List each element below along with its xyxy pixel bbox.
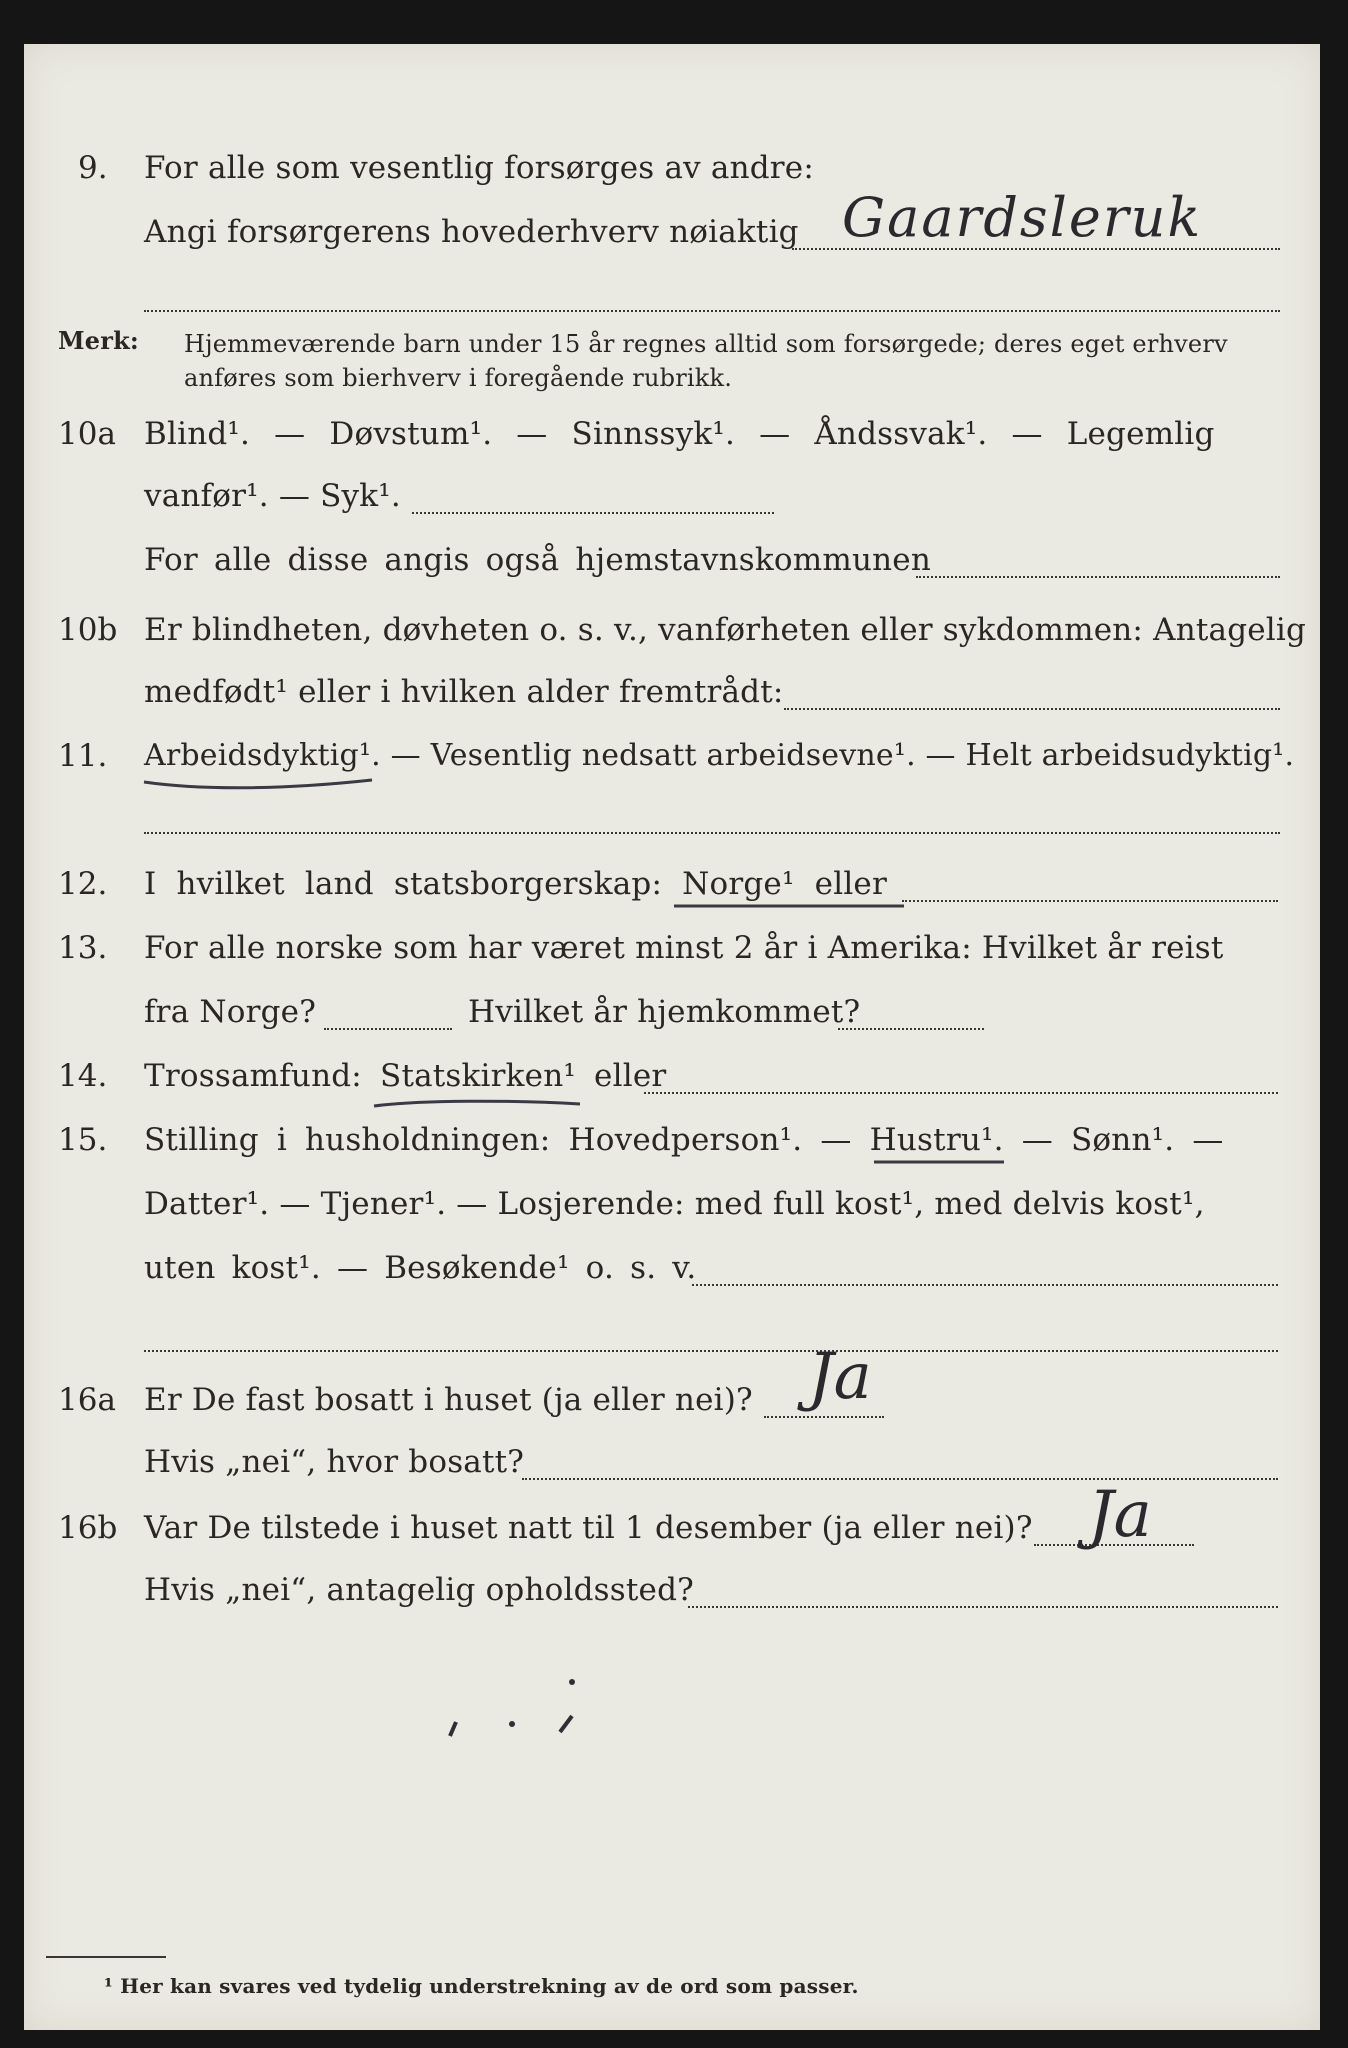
q16b-handwritten-answer: Ja (1088, 1478, 1152, 1552)
q11-underline-mark (140, 774, 380, 794)
footnote-rule (46, 1956, 166, 1958)
merk-line2: anføres som bierhverv i foregående rubrikk. (184, 364, 733, 392)
q15-underline-mark (870, 1156, 1010, 1170)
q16a-answer-line (764, 1416, 884, 1418)
q10a-line2: vanfør¹. — Syk¹. (144, 478, 401, 514)
q11-number: 11. (58, 738, 108, 774)
q9-handwritten-answer: Gaardsleruk (842, 186, 1203, 249)
q10a-syk-line (412, 512, 774, 514)
q13-line2a: fra Norge? (144, 994, 317, 1030)
q15-line1: Stilling i husholdningen: Hovedperson¹. — Hustru¹. — Sønn¹. — (144, 1122, 1224, 1158)
q16a-handwritten-answer: Ja (808, 1340, 872, 1414)
q12-answer-line (902, 900, 1278, 902)
q13-line2b: Hvilket år hjemkommet? (468, 994, 861, 1030)
q9-number: 9. (78, 150, 108, 186)
q10b-line1: Er blindheten, døvheten o. s. v., vanførheten eller sykdommen: Antagelig (144, 612, 1307, 648)
q10b-line2: medfødt¹ eller i hvilken alder fremtrådt: (144, 674, 784, 710)
q13-reist-line (324, 1028, 452, 1030)
q16b-number: 16b (58, 1510, 118, 1546)
q16a-number: 16a (58, 1382, 116, 1418)
q15-answer-line (692, 1284, 1278, 1286)
q12-number: 12. (58, 866, 108, 902)
q14-line1: Trossamfund: Statskirken¹ eller (144, 1058, 667, 1094)
q11-line1: Arbeidsdyktig¹. — Vesentlig nedsatt arbeidsevne¹. — Helt arbeidsudyktig¹. (144, 738, 1295, 773)
q12-line1: I hvilket land statsborgerskap: Norge¹ eller (144, 866, 887, 902)
q9-line2: Angi forsørgerens hovederhverv nøiaktig (144, 214, 799, 250)
merk-line1: Hjemmeværende barn under 15 år regnes alltid som forsørgede; deres eget erhverv (184, 330, 1228, 358)
q10b-answer-line (784, 708, 1280, 710)
q16b-line1: Var De tilstede i huset natt til 1 desember (ja eller nei)? (144, 1510, 1033, 1546)
q13-line1: For alle norske som har været minst 2 år i Amerika: Hvilket år reist (144, 930, 1224, 966)
census-form-page (24, 44, 1320, 2030)
q14-underline-mark (370, 1096, 586, 1114)
q10b-number: 10b (58, 612, 118, 648)
q11-extra-line (144, 832, 1280, 834)
q13-number: 13. (58, 930, 108, 966)
footnote-text: ¹ Her kan svares ved tydelig understrekning av de ord som passer. (104, 1974, 859, 1998)
q10a-number: 10a (58, 416, 116, 452)
q12-underline-mark (670, 900, 910, 914)
q16a-line1: Er De fast bosatt i huset (ja eller nei)? (144, 1382, 753, 1418)
q9-line1: For alle som vesentlig forsørges av andre: (144, 150, 814, 186)
q13-hjemkommet-line (838, 1028, 984, 1030)
q16b-opholdssted-line (688, 1606, 1278, 1608)
q10a-line3: For alle disse angis også hjemstavnskommunen (144, 542, 931, 578)
stray-pen-marks (434, 1674, 614, 1754)
q14-number: 14. (58, 1058, 108, 1094)
q10a-kommune-line (916, 576, 1280, 578)
q16a-bosatt-line (522, 1478, 1278, 1480)
q15-number: 15. (58, 1122, 108, 1158)
q16a-line2: Hvis „nei“, hvor bosatt? (144, 1444, 525, 1480)
q9-extra-line (144, 310, 1280, 312)
merk-label: Merk: (58, 326, 139, 355)
q15-extra-line (144, 1350, 1278, 1352)
q16b-line2: Hvis „nei“, antagelig opholdssted? (144, 1572, 694, 1608)
q14-answer-line (644, 1092, 1278, 1094)
q15-line3: uten kost¹. — Besøkende¹ o. s. v. (144, 1250, 697, 1286)
q10a-line1: Blind¹. — Døvstum¹. — Sinnssyk¹. — Åndssvak¹. — Legemlig (144, 416, 1215, 452)
q15-line2: Datter¹. — Tjener¹. — Losjerende: med full kost¹, med delvis kost¹, (144, 1186, 1205, 1222)
